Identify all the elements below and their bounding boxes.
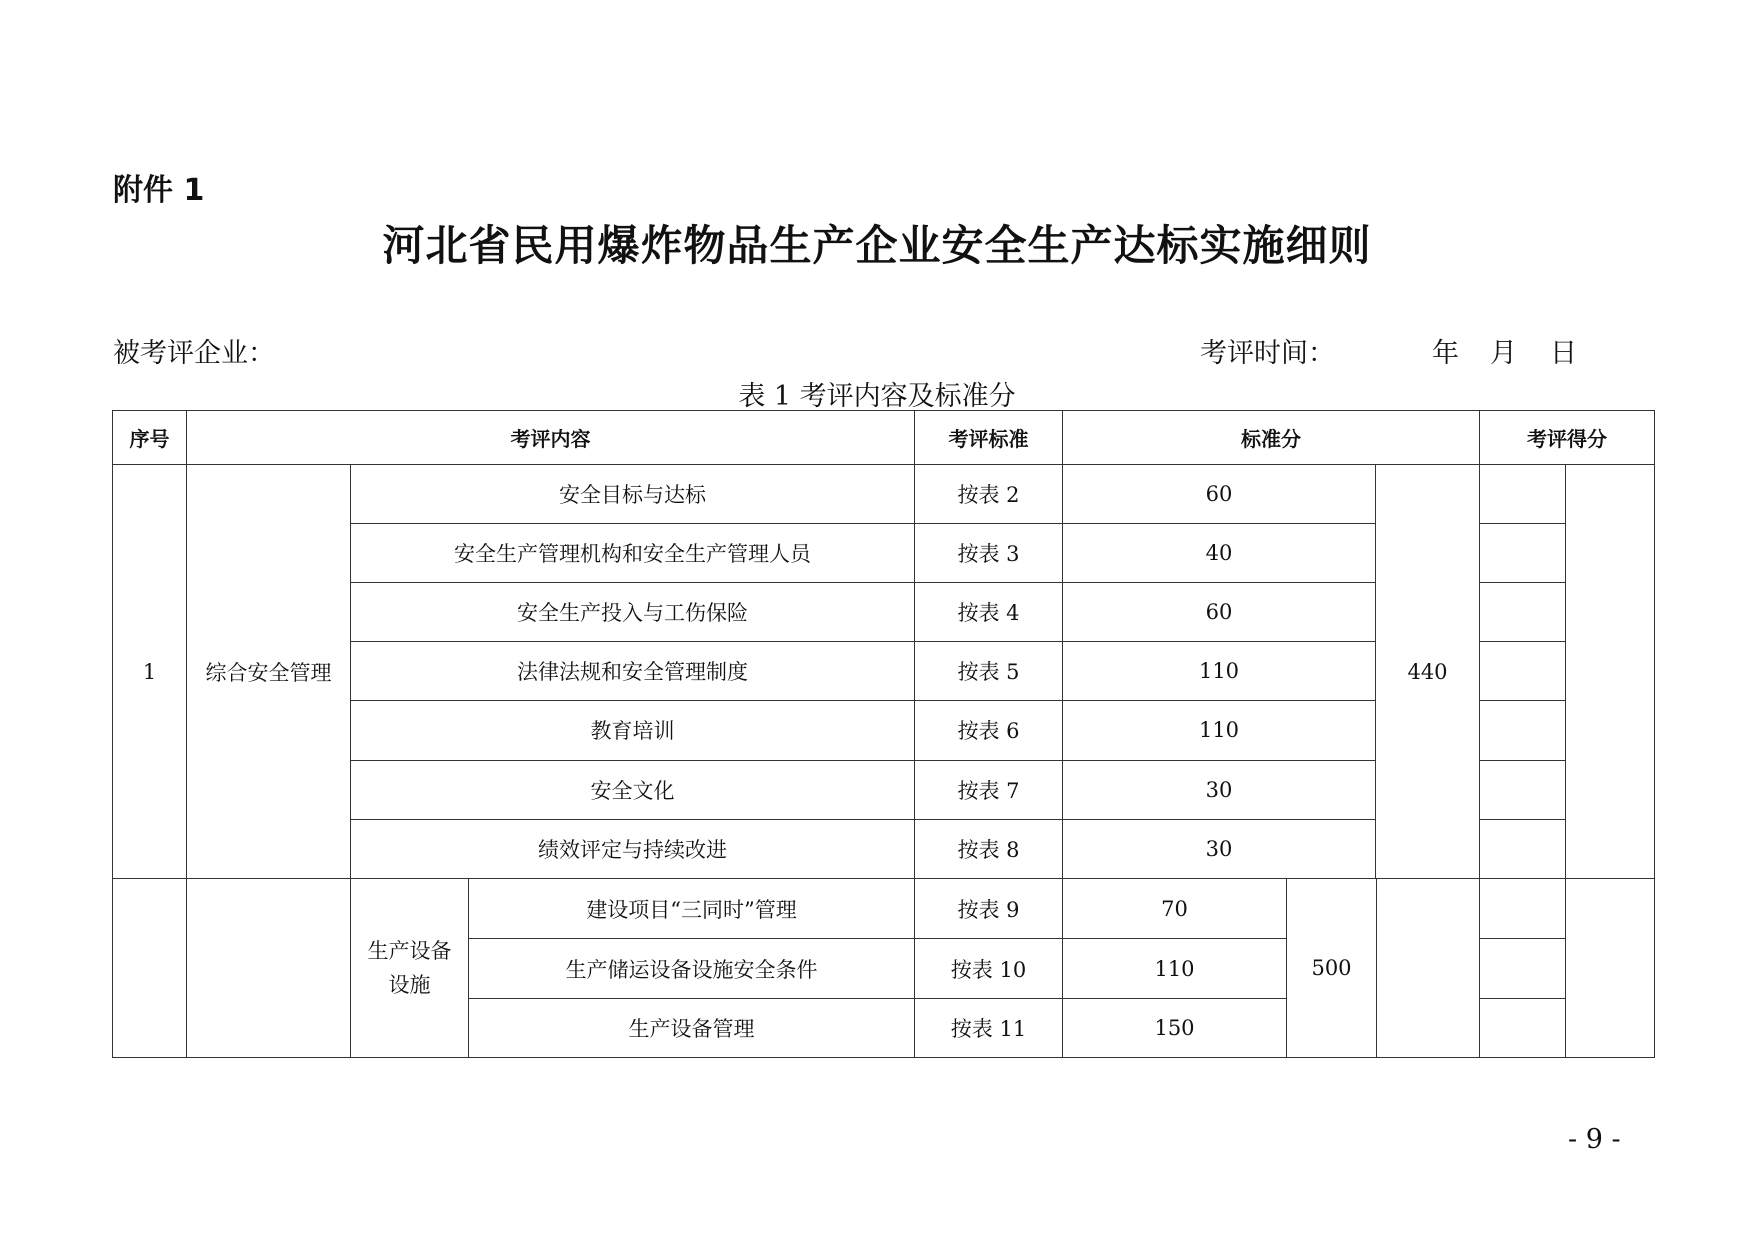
month-label: 月 — [1490, 338, 1517, 369]
got-cell[interactable] — [1480, 582, 1566, 641]
table-row — [113, 879, 1655, 939]
group1-total: 440 — [1376, 465, 1480, 879]
item-score: 60 — [1063, 582, 1376, 641]
group1-seq: 1 — [113, 465, 187, 879]
got-cell[interactable] — [1480, 701, 1566, 760]
got-cell[interactable] — [1480, 939, 1566, 998]
item-name: 安全文化 — [351, 760, 915, 819]
group1-got-total[interactable] — [1566, 465, 1655, 879]
header-content: 考评内容 — [187, 411, 915, 465]
got-cell[interactable] — [1480, 642, 1566, 701]
header-score: 标准分 — [1063, 411, 1480, 465]
group2-subtotal — [1287, 879, 1480, 1058]
enterprise-label: 被考评企业： — [113, 338, 275, 369]
item-standard: 按表 2 — [915, 465, 1063, 523]
item-score: 110 — [1063, 701, 1376, 760]
got-cell[interactable] — [1480, 998, 1566, 1057]
group2-subcategory — [351, 879, 469, 1058]
item-score: 30 — [1063, 819, 1376, 878]
subtotal-split — [1287, 879, 1479, 1057]
item-score: 110 — [1063, 642, 1376, 701]
item-name: 绩效评定与持续改进 — [351, 819, 915, 878]
item-standard: 按表 3 — [915, 523, 1063, 582]
item-score: 60 — [1063, 465, 1376, 523]
table-row — [113, 465, 1655, 523]
item-name: 安全目标与达标 — [351, 465, 915, 523]
item-name: 建设项目“三同时”管理 — [469, 879, 915, 939]
group2-subtotal-value: 500 — [1287, 879, 1377, 1057]
item-standard: 按表 4 — [915, 582, 1063, 641]
item-score: 30 — [1063, 760, 1376, 819]
item-name: 教育培训 — [351, 701, 915, 760]
item-standard: 按表 9 — [915, 879, 1063, 939]
table-caption: 表 1 考评内容及标准分 — [738, 381, 1016, 412]
item-name: 安全生产投入与工伤保险 — [351, 582, 915, 641]
item-score: 70 — [1063, 879, 1287, 939]
header-got: 考评得分 — [1480, 411, 1655, 465]
item-score: 110 — [1063, 939, 1287, 998]
item-standard: 按表 10 — [915, 939, 1063, 998]
document-title: 河北省民用爆炸物品生产企业安全生产达标实施细则 — [382, 221, 1372, 270]
group2-subcategory-text: 生产设备设施 — [367, 939, 452, 998]
item-standard: 按表 11 — [915, 998, 1063, 1057]
item-standard: 按表 5 — [915, 642, 1063, 701]
item-name: 生产设备管理 — [469, 998, 915, 1057]
day-label: 日 — [1550, 338, 1577, 369]
table-header-row — [113, 411, 1655, 465]
attachment-label: 附件 1 — [113, 173, 205, 208]
group2-seq — [113, 879, 187, 1058]
item-name: 生产储运设备设施安全条件 — [469, 939, 915, 998]
page-number: - 9 - — [1568, 1124, 1621, 1155]
header-seq: 序号 — [113, 411, 187, 465]
header-standard: 考评标准 — [915, 411, 1063, 465]
evaluation-table — [112, 410, 1655, 1058]
item-standard: 按表 8 — [915, 819, 1063, 878]
got-cell[interactable] — [1480, 819, 1566, 878]
got-cell[interactable] — [1480, 760, 1566, 819]
group2-category — [187, 879, 351, 1058]
item-name: 安全生产管理机构和安全生产管理人员 — [351, 523, 915, 582]
year-label: 年 — [1432, 338, 1459, 369]
group1-category: 综合安全管理 — [187, 465, 351, 879]
item-score: 150 — [1063, 998, 1287, 1057]
item-name: 法律法规和安全管理制度 — [351, 642, 915, 701]
item-standard: 按表 6 — [915, 701, 1063, 760]
group2-got-total[interactable] — [1566, 879, 1655, 1058]
got-cell[interactable] — [1480, 523, 1566, 582]
item-score: 40 — [1063, 523, 1376, 582]
group2-total — [1377, 879, 1480, 1057]
got-cell[interactable] — [1480, 879, 1566, 939]
got-cell[interactable] — [1480, 465, 1566, 523]
item-standard: 按表 7 — [915, 760, 1063, 819]
eval-time-label: 考评时间： — [1200, 338, 1335, 369]
